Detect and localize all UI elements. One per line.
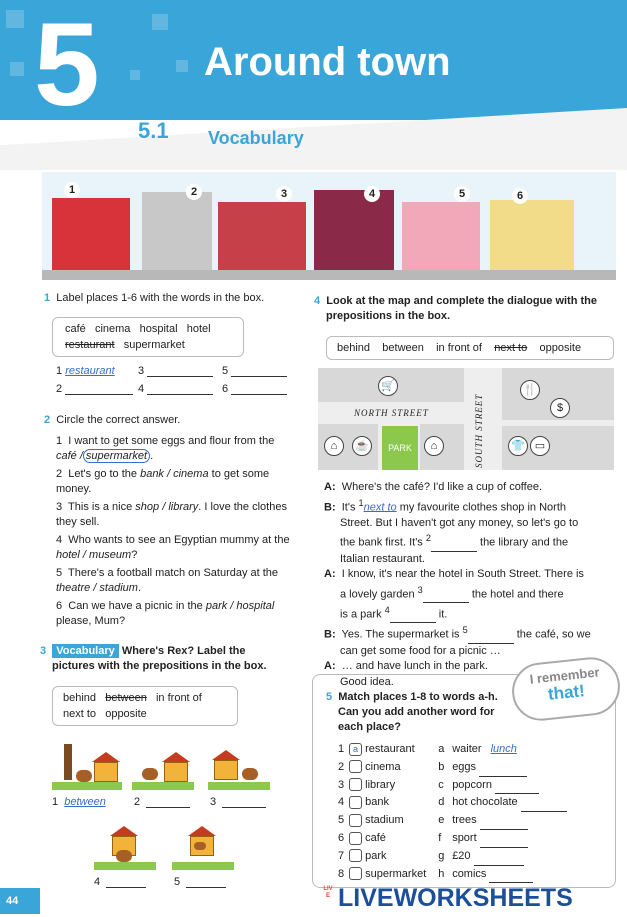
match-box[interactable] (349, 814, 362, 827)
section-title: Vocabulary (208, 128, 304, 148)
word: cinema (94, 323, 131, 335)
dollar-icon: $ (550, 398, 570, 418)
ex3-label-2[interactable]: 2 (134, 796, 190, 808)
hotel-icon: ⌂ (424, 436, 444, 456)
match-box[interactable] (349, 832, 362, 845)
dog-icon (142, 768, 158, 780)
extra-word-input[interactable] (521, 801, 567, 812)
ex1-answer-2[interactable]: 2 (56, 383, 133, 395)
match-row: 7 park g £20 (338, 848, 614, 866)
footer (0, 882, 627, 917)
exercise-4-instruction: 4 Look at the map and complete the dialogue with the prepositions in the box. (314, 295, 597, 322)
label-number: 1 (64, 182, 80, 198)
ex3-label-5[interactable]: 5 (174, 876, 226, 888)
dog-icon (194, 842, 206, 850)
extra-word-input[interactable]: lunch (490, 743, 517, 755)
label-number: 3 (276, 186, 292, 202)
word: café (65, 323, 86, 335)
match-box[interactable]: a (349, 743, 362, 756)
dialogue-blank-4[interactable] (390, 612, 436, 623)
kennel-icon (94, 762, 118, 782)
match-row: 1 a restaurant a waiter lunch (338, 741, 614, 759)
building-hospital (490, 200, 574, 272)
rex-picture-1 (52, 736, 122, 790)
extra-word-input[interactable] (480, 837, 528, 848)
exercise-2-instruction: 2 Circle the correct answer. (44, 414, 181, 426)
street-illustration (42, 172, 616, 280)
match-row: 6 café f sport (338, 830, 614, 848)
word: next to (63, 708, 97, 720)
ex1-answer-4[interactable]: 4 (138, 383, 213, 395)
liveworksheets-brand[interactable]: LIVEWORKSHEETS (338, 884, 573, 912)
clothes-shop-icon: 👕 (508, 436, 528, 456)
ex1-answer-6[interactable]: 6 (222, 383, 287, 395)
ex5-rows (338, 741, 614, 883)
ex1-answer-3[interactable]: 3 (138, 365, 213, 377)
ex2-item-5[interactable]: 5 There's a football match on Saturday at the theatre / stadium. (56, 567, 279, 594)
word: opposite (539, 342, 582, 354)
section-number: 5.1 (138, 118, 169, 143)
ex1-answer-5[interactable]: 5 (222, 365, 287, 377)
rex-picture-4 (94, 824, 156, 870)
north-street-label: NORTH STREET (354, 408, 429, 418)
match-box[interactable] (349, 796, 362, 809)
word-crossed: between (105, 692, 147, 704)
rex-picture-3 (208, 742, 270, 790)
exercise-1-instruction: 1 Label places 1-6 with the words in the box. (44, 292, 265, 304)
building-cinema (142, 192, 212, 272)
match-box[interactable] (349, 778, 362, 791)
word: opposite (105, 708, 147, 720)
match-row: 8 supermarket h comics (338, 866, 614, 884)
ex3-label-1[interactable]: 1 between (52, 796, 106, 808)
exercise-3-instruction: 3 Vocabulary Where's Rex? Label the pictures with the prepositions in the box. (40, 645, 267, 672)
ex3-word-box (52, 686, 238, 726)
dialogue-blank-1[interactable]: next to (363, 501, 397, 514)
building-cafe (402, 202, 480, 272)
ex2-item-2[interactable]: 2 Let's go to the bank / cinema to get some money. (56, 468, 270, 495)
exercise-5-instruction: 5 Match places 1-8 to words a-h. Can you add another word for each place? (326, 691, 498, 733)
ex4-dialogue: A: Where's the café? I'd like a cup of coffee. B: It's $^1$next to my favourite clothes shop in North Street. But I haven't got any money, so let's go to the bank first. It's $^2$ the library and the Italian restaurant. A: I know, it's near the hotel in South Street. There is a lovely garden $^3$ the hotel and there is a park $^4$ it. B: Yes. The supermarket is $^5$ the café, so we can get some food for a picnic … A: … and have lunch in the park. Good idea. (324, 481, 591, 688)
word: in front of (436, 342, 482, 354)
match-box[interactable] (349, 760, 362, 773)
match-box[interactable] (349, 867, 362, 880)
building-supermarket (218, 202, 306, 272)
kennel-icon (164, 762, 188, 782)
ex1-answer-1[interactable]: 1 restaurant (56, 365, 115, 377)
dialogue-blank-2[interactable] (431, 541, 477, 552)
bank-icon: ⌂ (324, 436, 344, 456)
rex-picture-2 (132, 744, 194, 790)
word: in front of (155, 692, 202, 704)
word: hotel (186, 323, 211, 335)
match-row: 5 stadium e trees (338, 812, 614, 830)
dog-icon (242, 768, 258, 780)
extra-word-input[interactable] (479, 766, 527, 777)
rex-picture-5 (172, 824, 234, 870)
label-number: 4 (364, 186, 380, 202)
library-icon: ▭ (530, 436, 550, 456)
park: PARK (382, 426, 418, 470)
supermarket-trolley-icon: 🛒 (378, 376, 398, 396)
label-number: 6 (512, 188, 528, 204)
label-number: 2 (186, 184, 202, 200)
word-crossed: restaurant (65, 339, 115, 351)
ex2-item-4[interactable]: 4 Who wants to see an Egyptian mummy at the hotel / museum? (56, 534, 290, 561)
ex1-word-box (52, 317, 244, 357)
word: behind (63, 692, 97, 704)
dialogue-blank-5[interactable] (468, 633, 514, 644)
building-hotel (314, 190, 394, 272)
ex3-label-4[interactable]: 4 (94, 876, 146, 888)
extra-word-input[interactable] (495, 783, 539, 794)
unit-number: 5 (34, 0, 100, 131)
word: behind (337, 342, 371, 354)
south-street-label: SOUTH STREET (474, 393, 484, 468)
building-restaurant (52, 198, 130, 272)
town-map (318, 368, 614, 470)
word: supermarket (123, 339, 185, 351)
word: hospital (139, 323, 178, 335)
label-number: 5 (454, 186, 470, 202)
ex2-item-1[interactable]: 1 I want to get some eggs and flour from the café / supermarket . (56, 435, 275, 462)
i-remember-that-badge: I remember that! (509, 655, 622, 724)
dog-icon (116, 850, 132, 862)
cafe-icon: ☕ (352, 436, 372, 456)
page-number: 44 (0, 888, 40, 914)
match-row: 4 bank d hot chocolate (338, 794, 614, 812)
kennel-icon (214, 760, 238, 780)
ex4-word-box (326, 336, 614, 360)
extra-word-input[interactable] (474, 855, 524, 866)
ex3-label-3[interactable]: 3 (210, 796, 266, 808)
street (42, 270, 616, 280)
match-row: 2 cinema b eggs (338, 759, 614, 777)
word: between (382, 342, 424, 354)
ex2-item-3[interactable]: 3 This is a nice shop / library. I love the clothes they sell. (56, 501, 287, 528)
dog-icon (76, 770, 92, 782)
word-crossed: next to (494, 342, 528, 354)
extra-word-input[interactable] (480, 819, 528, 830)
restaurant-icon: 🍴 (520, 380, 540, 400)
match-box[interactable] (349, 849, 362, 862)
ex2-item-6[interactable]: 6 Can we have a picnic in the park / hospital please, Mum? (56, 600, 275, 627)
dialogue-blank-3[interactable] (423, 592, 469, 603)
liveworksheets-logo-mark: LIVE (323, 886, 333, 899)
unit-title: Around town (204, 40, 451, 84)
match-row: 3 library c popcorn (338, 777, 614, 795)
